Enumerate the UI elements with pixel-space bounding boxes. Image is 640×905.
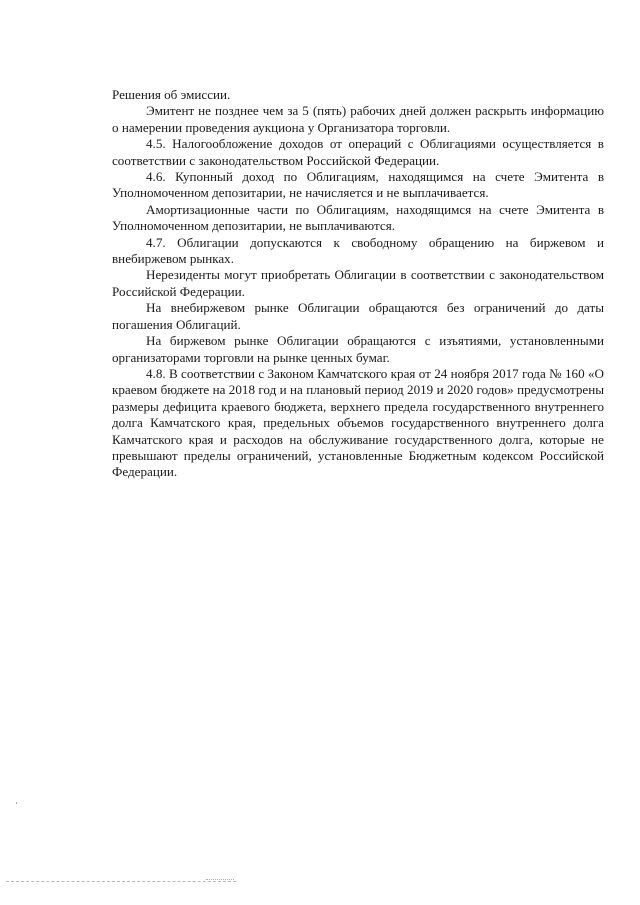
paragraph-amortization: Амортизационные части по Облигациям, находящимся на счете Эмитента в Уполномоченном депозитарии, не выплачиваются.: [112, 201, 604, 234]
paragraph-4-8-budget-law: 4.8. В соответствии с Законом Камчатского края от 24 ноября 2017 года № 160 «О краевом бюджете на 2018 год и на плановый период 2019 и 2020 годов» предусмотрены размеры дефицита краевого бюджета, верхнего предела государственного внутреннего долга Камчатского края, предельных объемов государственного внутреннего долга Камчатского края и расходов на обслуживание государственного долга, которые не превышают пределы ограничений, установленные Бюджетным кодексом Российской Федерации.: [112, 365, 604, 480]
document-body: [112, 87, 604, 481]
paragraph-continuation: Решения об эмиссии.: [112, 87, 231, 102]
scan-footer-line: [6, 881, 236, 883]
paragraph-4-5-taxation: 4.5. Налогообложение доходов от операций с Облигациями осуществляется в соответствии с законодательством Российской Федерации.: [112, 136, 604, 168]
scan-speck: [16, 802, 17, 804]
paragraph-nonresidents: Нерезиденты могут приобретать Облигации в соответствии с законодательством Российской Федерации.: [112, 267, 604, 299]
paragraph-4-6-coupon-income: 4.6. Купонный доход по Облигациям, находящимся на счете Эмитента в Уполномоченном депозитарии, не начисляется и не выплачивается.: [112, 169, 604, 201]
paragraph-4-7-circulation: 4.7. Облигации допускаются к свободному обращению на биржевом и внебиржевом рынках.: [112, 234, 604, 267]
paragraph-auction-disclosure: Эмитент не позднее чем за 5 (пять) рабочих дней должен раскрыть информацию о намерении проведения аукциона у Организатора торговли.: [112, 103, 604, 135]
paragraph-exchange-market: На биржевом рынке Облигации обращаются с изъятиями, установленными организаторами торговли на рынке ценных бумаг.: [112, 333, 604, 365]
scan-footer-mark: [206, 879, 234, 882]
paragraph-otc-market: На внебиржевом рынке Облигации обращаются без ограничений до даты погашения Облигаций.: [112, 300, 604, 332]
